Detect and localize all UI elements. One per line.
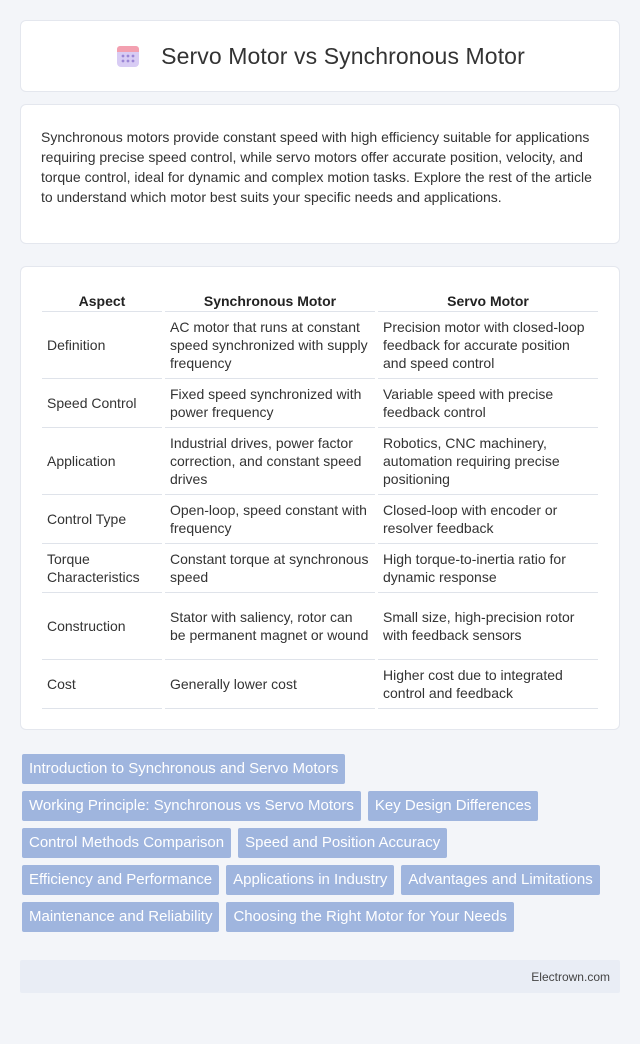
toc-link-choosing-right-motor[interactable]: Choosing the Right Motor for Your Needs (226, 902, 514, 932)
table-row (42, 495, 598, 544)
table-row (42, 593, 598, 660)
cell-synchronous: Industrial drives, power factor correction, and constant speed drives (165, 428, 375, 495)
comparison-table (39, 289, 601, 709)
cell-synchronous: Open-loop, speed constant with frequency (165, 495, 375, 544)
cell-synchronous: AC motor that runs at constant speed synchronized with supply frequency (165, 312, 375, 379)
cell-aspect: Speed Control (42, 379, 162, 428)
cell-servo: Higher cost due to integrated control and feedback (378, 660, 598, 709)
calendar-grid-icon (115, 43, 141, 69)
table-row (42, 544, 598, 593)
cell-aspect: Control Type (42, 495, 162, 544)
header-servo-motor: Servo Motor (378, 289, 598, 312)
toc-link-efficiency-performance[interactable]: Efficiency and Performance (22, 865, 219, 895)
cell-aspect: Construction (42, 593, 162, 660)
cell-servo: Variable speed with precise feedback control (378, 379, 598, 428)
cell-aspect: Torque Characteristics (42, 544, 162, 593)
table-row (42, 379, 598, 428)
footer-site-name: Electrown.com (531, 969, 610, 984)
table-row (42, 428, 598, 495)
toc-link-maintenance-reliability[interactable]: Maintenance and Reliability (22, 902, 219, 932)
toc-link-advantages-limitations[interactable]: Advantages and Limitations (401, 865, 599, 895)
cell-aspect: Definition (42, 312, 162, 379)
table-header-row (42, 289, 598, 312)
cell-synchronous: Fixed speed synchronized with power frequency (165, 379, 375, 428)
cell-synchronous: Constant torque at synchronous speed (165, 544, 375, 593)
cell-servo: High torque-to-inertia ratio for dynamic response (378, 544, 598, 593)
table-of-contents (20, 754, 620, 932)
header-aspect: Aspect (42, 289, 162, 312)
toc-link-speed-position-accuracy[interactable]: Speed and Position Accuracy (238, 828, 447, 858)
toc-link-applications-industry[interactable]: Applications in Industry (226, 865, 394, 895)
title-card (20, 20, 620, 92)
toc-link-control-methods[interactable]: Control Methods Comparison (22, 828, 231, 858)
intro-card (20, 104, 620, 244)
cell-synchronous: Generally lower cost (165, 660, 375, 709)
header-synchronous-motor: Synchronous Motor (165, 289, 375, 312)
page-title: Servo Motor vs Synchronous Motor (161, 42, 525, 69)
cell-aspect: Application (42, 428, 162, 495)
toc-link-working-principle[interactable]: Working Principle: Synchronous vs Servo Motors (22, 791, 361, 821)
cell-aspect: Cost (42, 660, 162, 709)
footer (20, 960, 620, 993)
table-row (42, 660, 598, 709)
cell-synchronous: Stator with saliency, rotor can be permanent magnet or wound (165, 593, 375, 660)
cell-servo: Closed-loop with encoder or resolver feedback (378, 495, 598, 544)
cell-servo: Precision motor with closed-loop feedback for accurate position and speed control (378, 312, 598, 379)
intro-text: Synchronous motors provide constant speed with high efficiency suitable for applications requiring precise speed control, while servo motors offer accurate position, velocity, and torque control, ideal for dynamic and complex motion tasks. Explore the rest of the article to understand which motor best suits your specific needs and applications. (41, 129, 592, 205)
toc-link-introduction[interactable]: Introduction to Synchronous and Servo Motors (22, 754, 345, 784)
toc-link-key-design-differences[interactable]: Key Design Differences (368, 791, 538, 821)
comparison-table-card (20, 266, 620, 730)
table-row (42, 312, 598, 379)
cell-servo: Small size, high-precision rotor with feedback sensors (378, 593, 598, 660)
cell-servo: Robotics, CNC machinery, automation requiring precise positioning (378, 428, 598, 495)
